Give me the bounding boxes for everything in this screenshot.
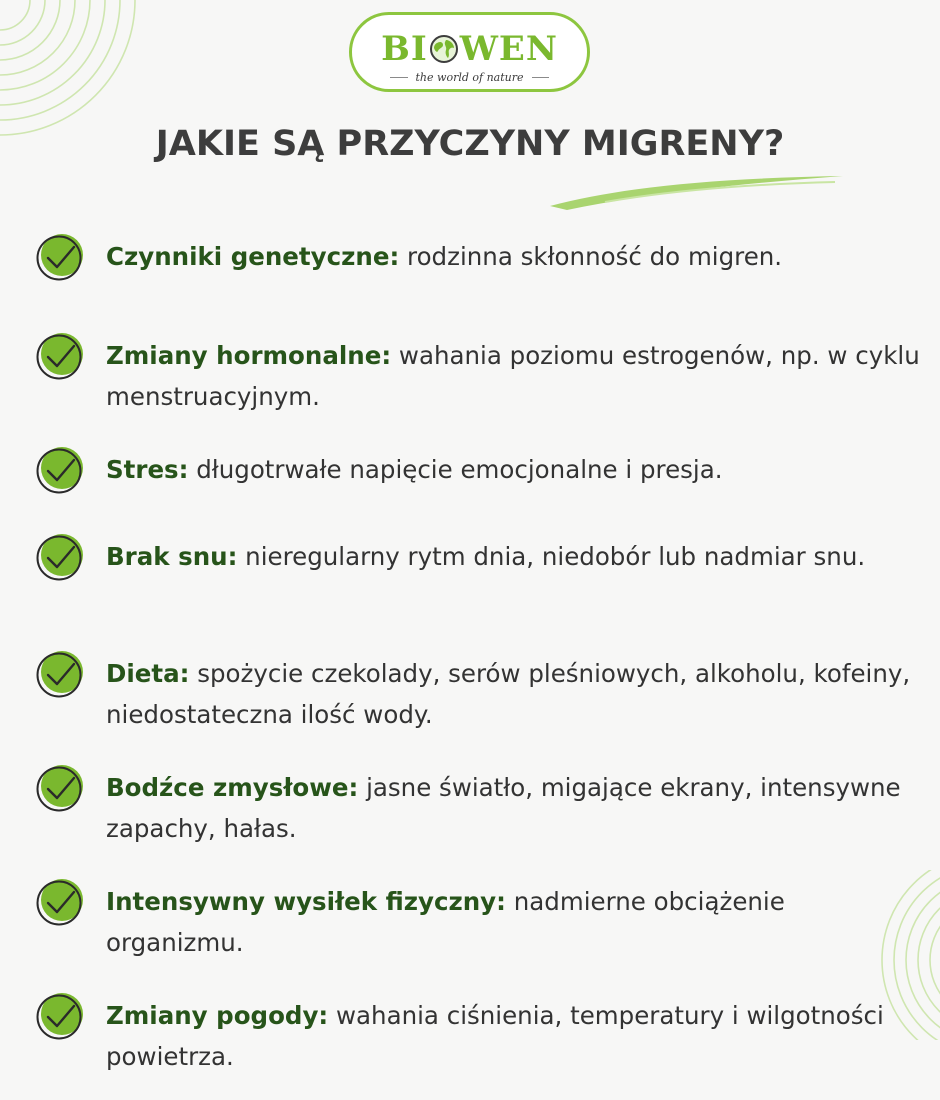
list-item-description: nadmierne obciążenie organizmu. <box>106 887 785 957</box>
list-item-text <box>106 881 926 963</box>
list-item-label: Intensywny wysiłek fizyczny: <box>106 887 506 916</box>
list-item-description: nieregularny rytm dnia, niedobór lub nadmiar snu. <box>237 542 866 571</box>
swoosh-decoration <box>545 172 845 212</box>
list-item-text <box>106 653 926 735</box>
list-item-text <box>106 995 926 1077</box>
list-item-description: jasne światło, migające ekrany, intensywne zapachy, hałas. <box>106 773 901 843</box>
check-icon <box>36 763 86 813</box>
brand-logo <box>349 12 590 92</box>
page-title: JAKIE SĄ PRZYCZYNY MIGRENY? <box>155 124 785 164</box>
list-item-label: Zmiany hormonalne: <box>106 341 392 370</box>
check-icon <box>36 232 86 282</box>
brand-tagline-row <box>390 69 549 85</box>
check-icon <box>36 532 86 582</box>
list-item-description: rodzinna skłonność do migren. <box>399 242 783 271</box>
brand-wordmark <box>352 29 587 69</box>
list-item-text <box>106 767 926 849</box>
list-item-text <box>106 236 926 277</box>
globe-icon <box>429 34 459 64</box>
list-item-description: wahania ciśnienia, temperatury i wilgotności powietrza. <box>106 1001 884 1071</box>
check-icon <box>36 331 86 381</box>
list-item-description: wahania poziomu estrogenów, np. w cyklu menstruacyjnym. <box>106 341 920 411</box>
list-item-description: długotrwałe napięcie emocjonalne i presja. <box>188 455 723 484</box>
list-item-label: Dieta: <box>106 659 190 688</box>
divider <box>390 77 408 78</box>
check-icon <box>36 445 86 495</box>
list-item-text <box>106 335 926 417</box>
list-item-label: Brak snu: <box>106 542 238 571</box>
brand-wordmark-left: BI <box>381 29 428 69</box>
brand-wordmark-right: WEN <box>459 29 558 69</box>
list-item-label: Stres: <box>106 455 189 484</box>
brand-tagline: the world of nature <box>415 70 524 84</box>
list-item-label: Czynniki genetyczne: <box>106 242 400 271</box>
list-item-label: Bodźce zmysłowe: <box>106 773 359 802</box>
list-item-text <box>106 449 926 490</box>
list-item-description: spożycie czekolady, serów pleśniowych, alkoholu, kofeiny, niedostateczna ilość wody. <box>106 659 911 729</box>
list-item-label: Zmiany pogody: <box>106 1001 329 1030</box>
concentric-arcs-decoration <box>0 0 140 140</box>
check-icon <box>36 877 86 927</box>
check-icon <box>36 649 86 699</box>
check-icon <box>36 991 86 1041</box>
list-item-text <box>106 536 926 577</box>
divider <box>532 77 550 78</box>
